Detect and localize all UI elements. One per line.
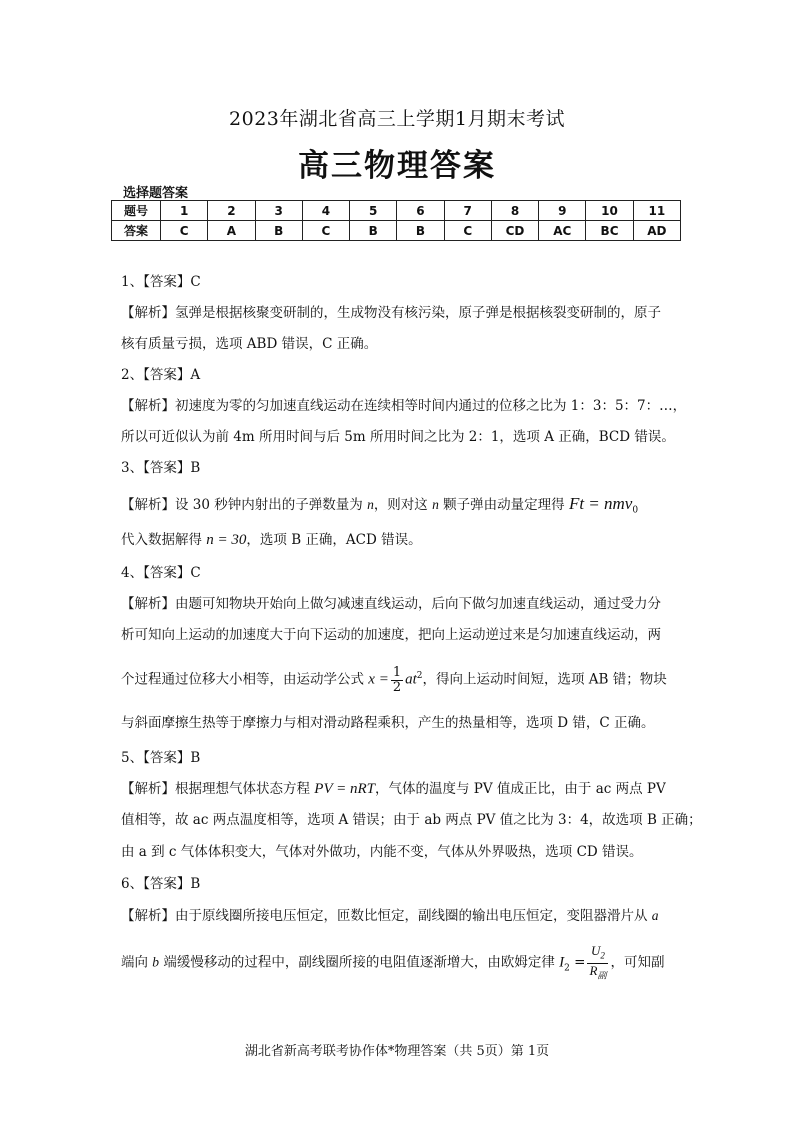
math-formula: n = 30 xyxy=(206,532,247,548)
text: ，则对这 xyxy=(373,497,433,513)
q4-analysis-line: 【解析】由题可知物块开始向上做匀减速直线运动，后向下做匀加速直线运动，通过受力分 xyxy=(121,596,661,612)
fraction-numerator xyxy=(587,944,608,964)
q2-answer: 2、【答案】A xyxy=(121,367,201,383)
math-var: x = xyxy=(368,671,389,688)
formula-subscript: 0 xyxy=(632,505,639,516)
table-cell: A xyxy=(208,221,255,241)
row-label-answer: 答案 xyxy=(112,221,161,241)
fraction-numerator: 1 xyxy=(392,664,402,680)
q3-analysis-line xyxy=(121,530,422,550)
table-cell: C xyxy=(302,221,349,241)
q6-answer: 6、【答案】B xyxy=(121,876,201,892)
q1-answer: 1、【答案】C xyxy=(121,274,201,290)
fraction-half xyxy=(391,666,403,695)
table-row-answers xyxy=(112,221,681,241)
q1-analysis-line: 核有质量亏损，选项 ABD 错误，C 正确。 xyxy=(121,336,378,352)
text: 颗子弹由动量定理得 xyxy=(438,497,569,513)
math-var: R xyxy=(589,962,598,978)
text: ，选项 B 正确，ACD 错误。 xyxy=(246,532,422,548)
table-cell: 8 xyxy=(491,201,538,221)
table-cell: 9 xyxy=(539,201,586,221)
table-cell: 5 xyxy=(350,201,397,221)
table-cell: 3 xyxy=(255,201,302,221)
q3-analysis-line xyxy=(121,494,638,521)
table-cell: 4 xyxy=(302,201,349,221)
text: 【解析】由于原线圈所接电压恒定，匝数比恒定，副线圈的输出电压恒定，变阻器滑片从 xyxy=(121,908,652,924)
table-cell: 10 xyxy=(586,201,633,221)
fraction-denominator: 2 xyxy=(392,679,402,695)
table-row-numbers xyxy=(112,201,681,221)
table-cell: BC xyxy=(586,221,633,241)
math-var: U xyxy=(591,943,601,958)
q6-analysis-line xyxy=(121,944,664,983)
math-eq: = xyxy=(569,954,586,971)
page-footer: 湖北省新高考联考协作体*物理答案（共 5页）第 1页 xyxy=(244,1044,550,1059)
q1-analysis-line: 【解析】氢弹是根据核聚变研制的，生成物没有核污染，原子弹是根据核裂变研制的，原子 xyxy=(121,305,661,321)
text: 个过程通过位移大小相等，由运动学公式 xyxy=(121,671,369,688)
table-cell: C xyxy=(444,221,491,241)
formula-superscript: 2 xyxy=(416,671,423,681)
text: 【解析】设 30 秒钟内射出的子弹数量为 xyxy=(121,497,368,513)
table-cell: AD xyxy=(633,221,680,241)
text: ，得向上运动时间短，选项 AB 错；物块 xyxy=(422,671,667,688)
q3-answer: 3、【答案】B xyxy=(121,460,201,476)
formula-subscript: 2 xyxy=(564,963,570,974)
text: 代入数据解得 xyxy=(121,532,207,548)
row-label-number: 题号 xyxy=(112,201,161,221)
math-var: at xyxy=(405,671,417,688)
formula-subscript: 2 xyxy=(600,950,605,961)
q5-analysis-line: 由 a 到 c 气体体积变大，气体对外做功，内能不变，气体从外界吸热，选项 CD 错误。 xyxy=(121,844,643,860)
table-cell: 6 xyxy=(397,201,444,221)
q5-answer: 5、【答案】B xyxy=(121,750,201,766)
table-cell: 2 xyxy=(208,201,255,221)
text: 端向 xyxy=(121,954,153,971)
math-var: I xyxy=(559,954,565,971)
page-title: 高三物理答案 xyxy=(298,148,496,184)
fraction-denominator xyxy=(587,964,608,983)
q5-analysis-line xyxy=(121,779,666,799)
text: 【解析】根据理想气体状态方程 xyxy=(121,781,315,797)
table-cell: B xyxy=(255,221,302,241)
math-var: a xyxy=(651,908,659,923)
table-cell: B xyxy=(397,221,444,241)
table-cell: 1 xyxy=(161,201,208,221)
math-var: b xyxy=(152,954,160,970)
table-cell: 7 xyxy=(444,201,491,221)
formula-subscript: 副 xyxy=(597,970,607,981)
gas-law-formula: PV = nRT xyxy=(314,781,375,797)
ohm-fraction xyxy=(587,944,608,982)
text: ，可知副 xyxy=(610,954,665,971)
momentum-formula: Ft = nmv xyxy=(568,494,633,513)
table-cell: C xyxy=(161,221,208,241)
math-var: n xyxy=(367,497,374,512)
text: ，气体的温度与 PV 值成正比，由于 ac 两点 PV xyxy=(374,781,666,797)
text: 端缓慢移动的过程中，副线圈所接的电阻值逐渐增大，由欧姆定律 xyxy=(159,954,560,971)
answer-table xyxy=(111,200,681,241)
math-var: n xyxy=(432,497,439,512)
q5-analysis-line: 值相等，故 ac 两点温度相等，选项 A 错误；由于 ab 两点 PV 值之比为 3：4，故选项 B 正确； xyxy=(121,812,702,828)
exam-subtitle: 2023年湖北省高三上学期1月期末考试 xyxy=(229,108,565,130)
table-cell: AC xyxy=(539,221,586,241)
table-cell: B xyxy=(350,221,397,241)
table-cell: 11 xyxy=(633,201,680,221)
q6-analysis-line xyxy=(121,906,659,926)
q2-analysis-line: 所以可近似认为前 4m 所用时间与后 5m 所用时间之比为 2：1，选项 A 正确，BCD 错误。 xyxy=(121,429,675,445)
q4-analysis-line: 与斜面摩擦生热等于摩擦力与相对滑动路程乘积，产生的热量相等，选项 D 错，C 正确。 xyxy=(121,715,655,731)
q4-answer: 4、【答案】C xyxy=(121,565,201,581)
table-cell: CD xyxy=(491,221,538,241)
table-caption: 选择题答案 xyxy=(123,186,189,201)
q4-analysis-line xyxy=(121,662,667,695)
q2-analysis-line: 【解析】初速度为零的匀加速直线运动在连续相等时间内通过的位移之比为 1：3：5：7：…， xyxy=(121,398,687,414)
q4-analysis-line: 析可知向上运动的加速度大于向下运动的加速度，把向上运动逆过来是匀加速直线运动，两 xyxy=(121,627,661,643)
